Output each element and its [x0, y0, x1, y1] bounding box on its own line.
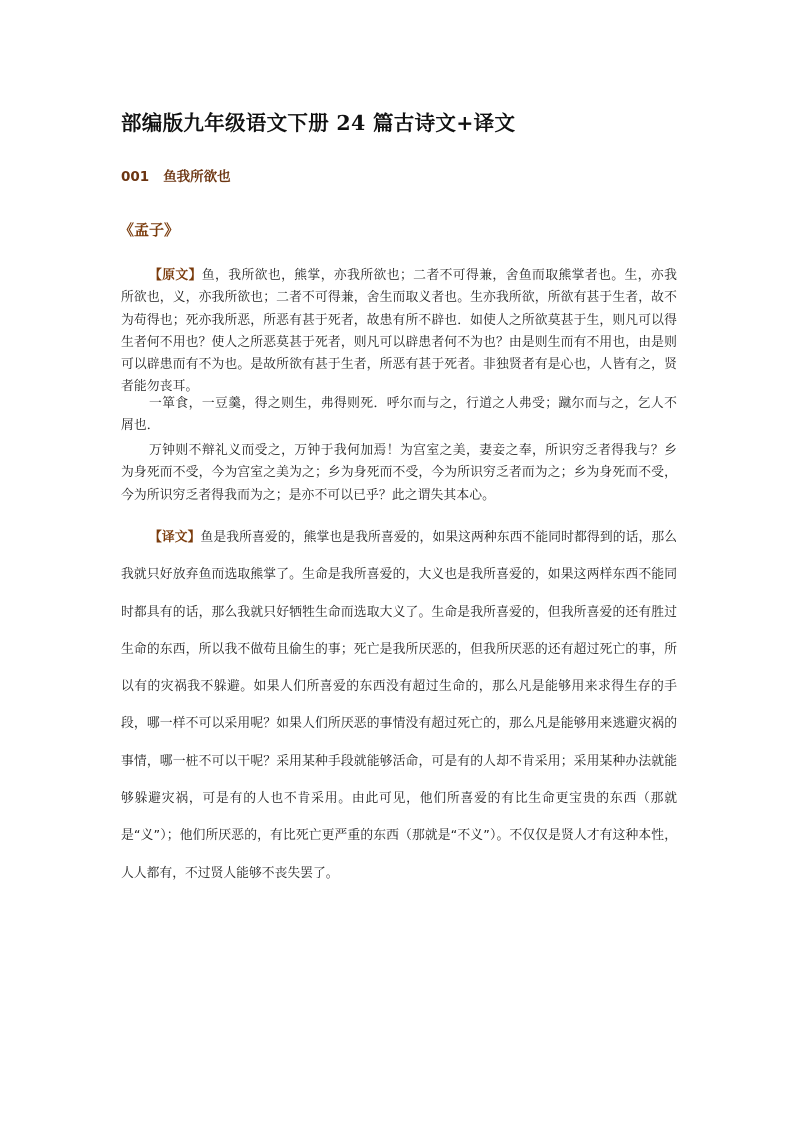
original-paragraph-3 — [121, 440, 677, 507]
original-text-2: 一箪食，一豆羹，得之则生，弗得则死．呼尔而与之，行道之人弗受；蹴尔而与之，乞人不屑也． — [121, 396, 677, 434]
document-title: 部编版九年级语文下册 24 篇古诗文+译文 — [121, 111, 516, 135]
original-paragraph-2 — [121, 393, 677, 438]
author-line: 《孟子》 — [119, 221, 180, 239]
translation-paragraph — [121, 519, 677, 892]
translation-label: 【译文】 — [149, 530, 201, 545]
section-number: 001 — [121, 169, 150, 185]
original-label: 【原文】 — [149, 268, 202, 283]
original-text-3: 万钟则不辩礼义而受之，万钟于我何加焉！为宫室之美，妻妾之奉，所识穷乏者得我与？乡为身死而不受，今为宫室之美为之；乡为身死而不受，今为所识穷乏者而为之；乡为身死而不受，今为所识穷乏者得我而为之；是亦不可以已乎？此之谓失其本心。 — [121, 443, 677, 503]
original-paragraph-1 — [121, 265, 677, 399]
section-heading — [121, 165, 231, 185]
original-text-1: 鱼，我所欲也，熊掌，亦我所欲也；二者不可得兼，舍鱼而取熊掌者也。生，亦我所欲也，义，亦我所欲也；二者不可得兼，舍生而取义者也。生亦我所欲，所欲有甚于生者，故不为苟得也；死亦我所恶，所恶有甚于死者，故患有所不辟也．如使人之所欲莫甚于生，则凡可以得生者何不用也？使人之所恶莫甚于死者，则凡可以辟患者何不为也？由是则生而有不用也，由是则可以辟患而有不为也。是故所欲有甚于生者，所恶有甚于死者。非独贤者有是心也，人皆有之，贤者能勿丧耳。 — [121, 268, 677, 395]
section-title: 鱼我所欲也 — [163, 169, 231, 185]
translation-text: 鱼是我所喜爱的，熊掌也是我所喜爱的，如果这两种东西不能同时都得到的话，那么我就只好放弃鱼而选取熊掌了。生命是我所喜爱的，大义也是我所喜爱的，如果这两样东西不能同时都具有的话，那么我就只好牺牲生命而选取大义了。生命是我所喜爱的，但我所喜爱的还有胜过生命的东西，所以我不做苟且偷生的事；死亡是我所厌恶的，但我所厌恶的还有超过死亡的事，所以有的灾祸我不躲避。如果人们所喜爱的东西没有超过生命的，那么凡是能够用来求得生存的手段，哪一样不可以采用呢？如果人们所厌恶的事情没有超过死亡的，那么凡是能够用来逃避灾祸的事情，哪一桩不可以干呢？采用某种手段就能够活命，可是有的人却不肯采用；采用某种办法就能够躲避灾祸，可是有的人也不肯采用。由此可见，他们所喜爱的有比生命更宝贵的东西（那就是“义”）；他们所厌恶的，有比死亡更严重的东西（那就是“不义”）。不仅仅是贤人才有这种本性，人人都有，不过贤人能够不丧失罢了。 — [121, 530, 678, 881]
